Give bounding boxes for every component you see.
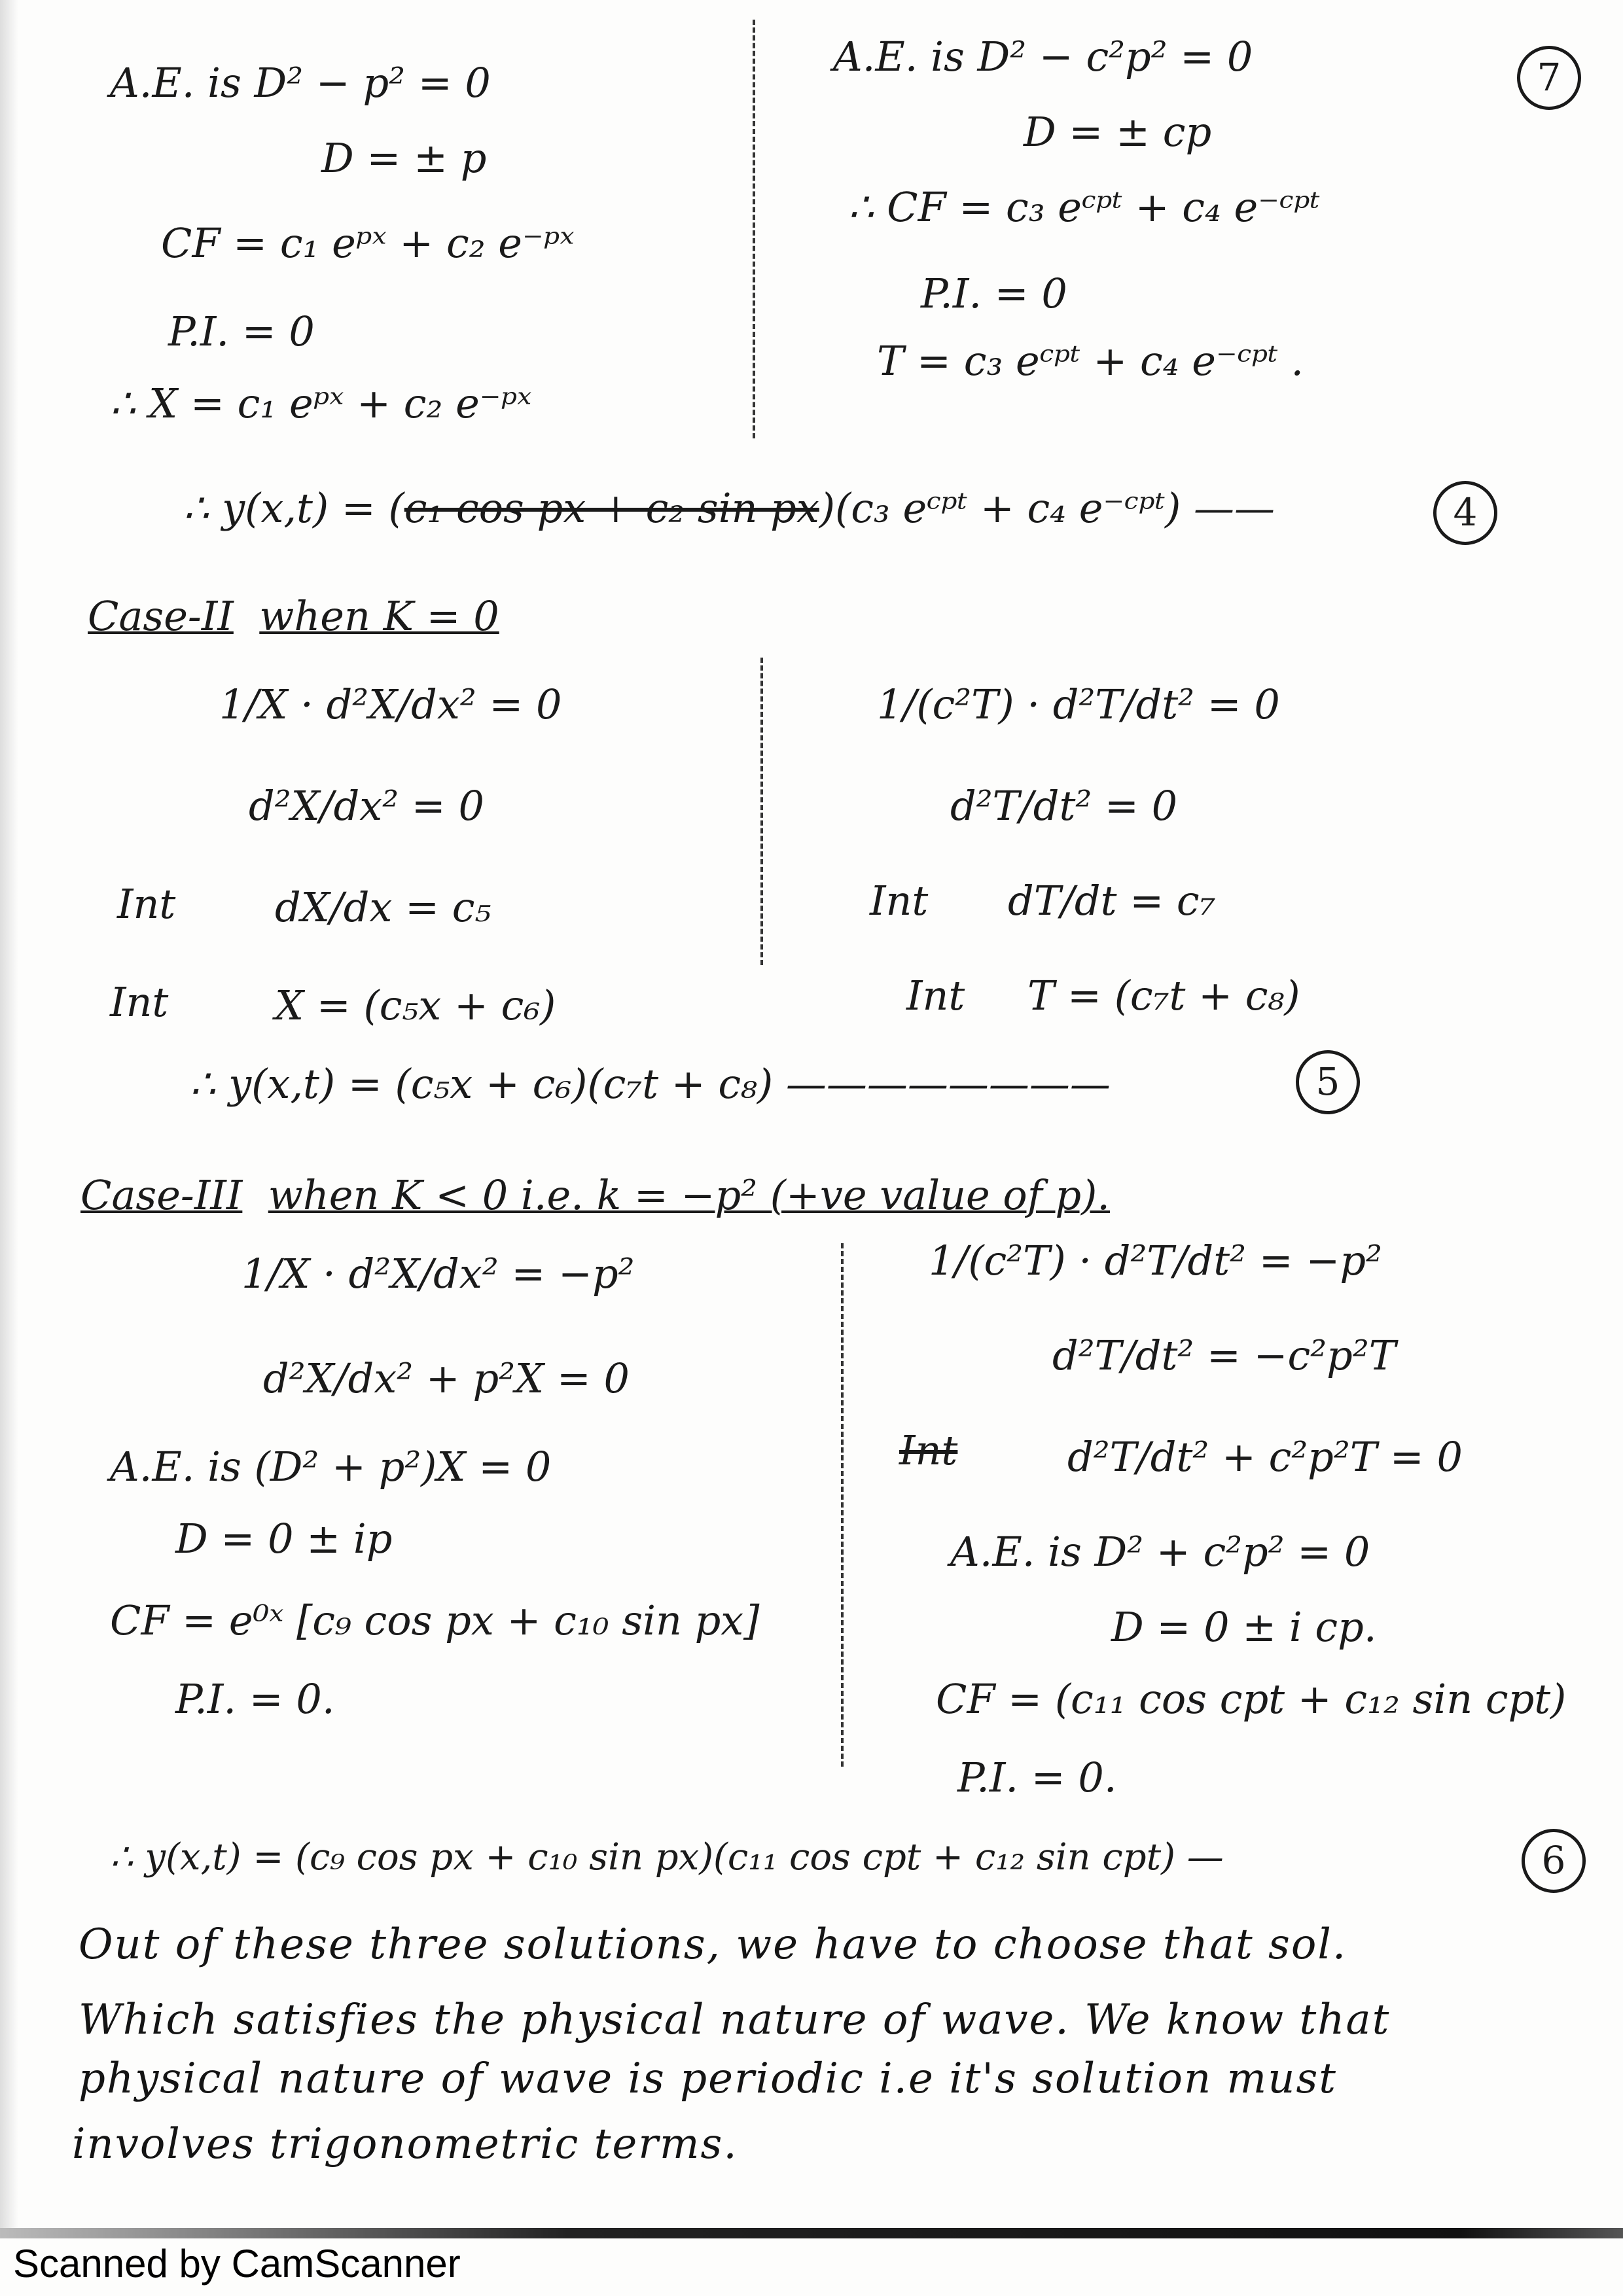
- case2-left-0: 1/X · d²X/dx² = 0: [219, 680, 562, 728]
- case-3-condition: when K < 0 i.e. k = −p² (+ve value of p).: [268, 1171, 1110, 1219]
- case-2-condition: when K = 0: [259, 592, 499, 640]
- int-label: Int: [110, 978, 169, 1026]
- struck-term: c₁ cos px + c₂ sin px: [404, 484, 819, 532]
- struck-int: Int: [899, 1426, 958, 1474]
- case2-right-1: d²T/dt² = 0: [950, 782, 1178, 830]
- case2-right-3: T = (c₇t + c₈): [1027, 972, 1300, 1019]
- equation-number-6: 6: [1522, 1829, 1586, 1893]
- case3-right-1: d²T/dt² = −c²p²T: [1052, 1332, 1397, 1379]
- case3-right-6: P.I. = 0.: [957, 1754, 1117, 1801]
- solution-t: T = c₃ eᶜᵖᵗ + c₄ e⁻ᶜᵖᵗ .: [877, 337, 1304, 385]
- equation-number-4: 4: [1433, 481, 1497, 545]
- case-2-label: Case-II: [88, 592, 234, 640]
- solution-6: ∴ y(x,t) = (c₉ cos px + c₁₀ sin px)(c₁₁ cos cpt + c₁₂ sin cpt) —: [110, 1836, 1224, 1879]
- case2-right-2: dT/dt = c₇: [1008, 877, 1216, 925]
- case3-left-3: D = 0 ± ip: [175, 1515, 393, 1563]
- conclusion-line-4: involves trigonometric terms.: [72, 2120, 738, 2168]
- auxiliary-equation-t: A.E. is D² − c²p² = 0: [833, 33, 1253, 80]
- scanner-watermark: Scanned by CamScanner: [13, 2242, 461, 2286]
- solution-4: [183, 484, 1275, 533]
- roots-x: D = ± p: [321, 134, 487, 182]
- case3-right-0: 1/(c²T) · d²T/dt² = −p²: [929, 1237, 1382, 1284]
- case-3-heading: [80, 1171, 1110, 1220]
- case3-right-3: A.E. is D² + c²p² = 0: [950, 1528, 1370, 1576]
- case3-left-0: 1/X · d²X/dx² = −p²: [241, 1250, 635, 1298]
- case2-left-1: d²X/dx² = 0: [249, 782, 484, 830]
- int-label: Int: [117, 880, 176, 928]
- column-divider: [760, 658, 763, 965]
- solution-x: ∴ X = c₁ eᵖˣ + c₂ e⁻ᵖˣ: [110, 380, 532, 427]
- pi-x: P.I. = 0: [168, 308, 315, 355]
- page-number-circle: 7: [1517, 46, 1581, 110]
- scan-bottom-edge: [0, 2228, 1623, 2238]
- case3-left-2: A.E. is (D² + p²)X = 0: [110, 1443, 552, 1491]
- case3-left-1: d²X/dx² + p²X = 0: [263, 1354, 630, 1402]
- solution-4-lhs: ∴ y(x,t) = (: [183, 484, 404, 532]
- case3-right-2: d²T/dt² + c²p²T = 0: [1067, 1433, 1463, 1481]
- conclusion-line-2: Which satisfies the physical nature of wave. We know that: [79, 1996, 1391, 2044]
- roots-t: D = ± cp: [1024, 108, 1212, 156]
- solution-5: ∴ y(x,t) = (c₅x + c₆)(c₇t + c₈) ————————: [190, 1060, 1111, 1108]
- case2-right-0: 1/(c²T) · d²T/dt² = 0: [877, 680, 1280, 728]
- equation-number-5: 5: [1296, 1050, 1360, 1114]
- conclusion-line-1: Out of these three solutions, we have to choose that sol.: [79, 1920, 1347, 1969]
- cf-x: CF = c₁ eᵖˣ + c₂ e⁻ᵖˣ: [161, 219, 575, 267]
- cf-t: ∴ CF = c₃ eᶜᵖᵗ + c₄ e⁻ᶜᵖᵗ: [848, 183, 1320, 231]
- case3-right-4: D = 0 ± i cp.: [1111, 1603, 1377, 1651]
- auxiliary-equation-x: A.E. is D² − p² = 0: [110, 59, 491, 107]
- column-divider: [841, 1243, 844, 1767]
- case2-left-3: X = (c₅x + c₆): [275, 981, 556, 1029]
- case3-left-4: CF = e⁰ˣ [c₉ cos px + c₁₀ sin px]: [110, 1597, 760, 1644]
- pi-t: P.I. = 0: [921, 270, 1067, 317]
- int-label: Int: [870, 877, 929, 925]
- scan-edge-shadow: [0, 0, 18, 2228]
- case2-left-2: dX/dx = c₅: [275, 883, 491, 931]
- case-3-label: Case-III: [80, 1171, 243, 1219]
- column-divider: [753, 20, 755, 438]
- int-label: Int: [906, 972, 965, 1019]
- case3-left-5: P.I. = 0.: [175, 1675, 335, 1723]
- case-2-heading: [88, 592, 499, 641]
- conclusion-line-3: physical nature of wave is periodic i.e it's solution must: [79, 2055, 1337, 2103]
- case3-right-5: CF = (c₁₁ cos cpt + c₁₂ sin cpt): [936, 1675, 1567, 1723]
- solution-4-rhs: )(c₃ eᶜᵖᵗ + c₄ e⁻ᶜᵖᵗ) ——: [819, 484, 1275, 532]
